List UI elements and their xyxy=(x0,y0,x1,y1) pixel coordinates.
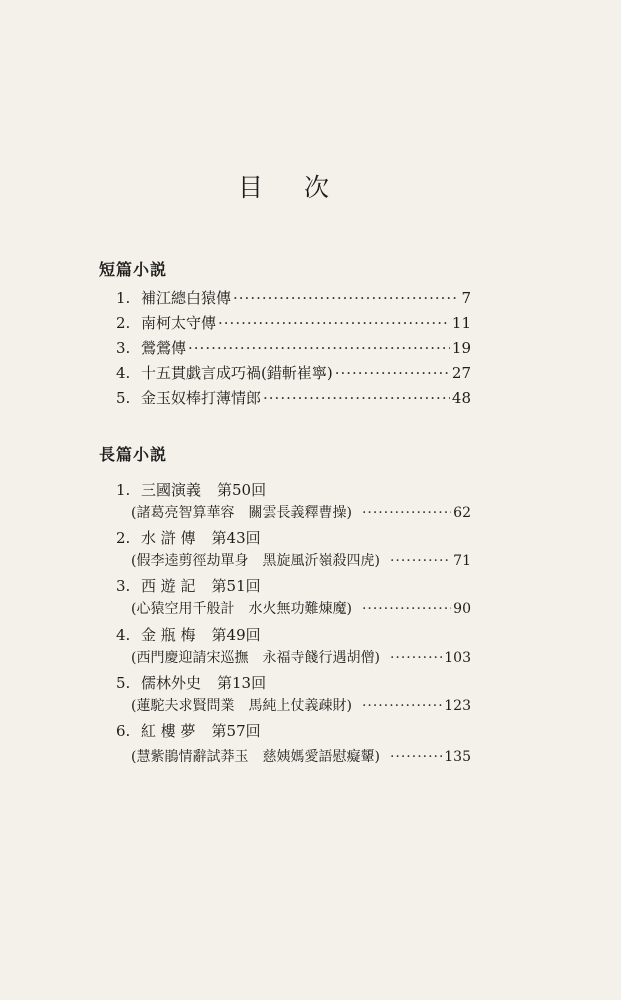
entry-page-number: 90 xyxy=(453,601,471,617)
toc-subentry-long-6[interactable] xyxy=(131,746,471,768)
entry-subtitle: (心猿空用千般計 水火無功難煉魔) xyxy=(131,601,352,617)
entry-title: 金 瓶 梅 xyxy=(141,626,196,644)
toc-subentry-long-1[interactable] xyxy=(131,502,471,524)
entry-chapter: 第49回 xyxy=(211,626,261,644)
entry-page-number: 103 xyxy=(444,650,471,666)
entry-number: 3. xyxy=(116,339,131,357)
entry-subtitle: (諸葛亮智算華容 關雲長義釋曹操) xyxy=(131,505,352,521)
entry-subtitle: (假李逵剪徑劫單身 黑旋風沂嶺殺四虎) xyxy=(131,553,380,569)
entry-chapter: 第50回 xyxy=(217,481,267,499)
entry-title: 十五貫戯言成巧禍(錯斬崔寧) xyxy=(141,364,333,382)
toc-entry-long-6[interactable] xyxy=(116,720,261,741)
entry-subtitle: (慧紫鵑情辭試莽玉 慈姨媽愛語慰癡顰) xyxy=(131,749,380,765)
dot-leader xyxy=(218,314,450,332)
toc-entry-short-3[interactable] xyxy=(116,337,471,359)
entry-number: 5. xyxy=(116,674,131,692)
dot-leader xyxy=(390,749,442,765)
toc-subentry-long-3[interactable] xyxy=(131,598,471,620)
dot-leader xyxy=(335,364,450,382)
entry-number: 4. xyxy=(116,626,131,644)
dot-leader xyxy=(390,553,451,569)
entry-number: 4. xyxy=(116,364,131,382)
entry-page-number: 123 xyxy=(444,698,471,714)
entry-number: 6. xyxy=(116,722,131,740)
toc-entry-long-2[interactable] xyxy=(116,527,261,548)
entry-page-number: 7 xyxy=(461,289,471,307)
dot-leader xyxy=(362,698,442,714)
page-title-char-2: 次 xyxy=(304,173,332,202)
dot-leader xyxy=(362,505,451,521)
entry-number: 1. xyxy=(116,481,131,499)
entry-title: 金玉奴棒打薄情郎 xyxy=(141,389,262,407)
entry-number: 5. xyxy=(116,389,131,407)
toc-entry-long-1[interactable] xyxy=(116,479,266,500)
toc-entry-long-3[interactable] xyxy=(116,575,261,596)
entry-number: 2. xyxy=(116,314,131,332)
toc-entry-short-1[interactable] xyxy=(116,287,471,309)
page-title-char-1: 目 xyxy=(238,173,266,202)
entry-chapter: 第51回 xyxy=(211,577,261,595)
entry-page-number: 62 xyxy=(453,505,471,521)
toc-subentry-long-5[interactable] xyxy=(131,695,471,717)
entry-title: 水 滸 傳 xyxy=(141,529,196,547)
dot-leader xyxy=(233,289,459,307)
toc-entry-short-2[interactable] xyxy=(116,312,471,334)
entry-subtitle: (蓮駝夫求賢問業 馬純上仗義疎財) xyxy=(131,698,352,714)
toc-entry-short-5[interactable] xyxy=(116,387,471,409)
entry-page-number: 135 xyxy=(444,749,471,765)
dot-leader xyxy=(263,389,450,407)
entry-chapter: 第13回 xyxy=(217,674,267,692)
entry-title: 儒林外史 xyxy=(141,674,202,692)
entry-chapter: 第43回 xyxy=(211,529,261,547)
entry-page-number: 48 xyxy=(451,389,471,407)
entry-title: 三國演義 xyxy=(141,481,202,499)
entry-page-number: 11 xyxy=(451,314,471,332)
entry-title: 鶯鶯傳 xyxy=(141,339,187,357)
entry-number: 2. xyxy=(116,529,131,547)
entry-title: 紅 樓 夢 xyxy=(141,722,196,740)
entry-page-number: 19 xyxy=(451,339,471,357)
long-novels-heading: 長篇小説 xyxy=(99,445,168,464)
toc-entry-short-4[interactable] xyxy=(116,362,471,384)
entry-number: 3. xyxy=(116,577,131,595)
entry-page-number: 71 xyxy=(453,553,471,569)
toc-subentry-long-4[interactable] xyxy=(131,647,471,669)
entry-title: 補江總白猿傳 xyxy=(141,289,232,307)
dot-leader xyxy=(362,601,451,617)
toc-entry-long-5[interactable] xyxy=(116,672,266,693)
toc-subentry-long-2[interactable] xyxy=(131,550,471,572)
dot-leader xyxy=(390,650,442,666)
entry-title: 西 遊 記 xyxy=(141,577,196,595)
entry-subtitle: (西門慶迎請宋巡撫 永福寺餞行遇胡僧) xyxy=(131,650,380,666)
entry-number: 1. xyxy=(116,289,131,307)
entry-title: 南柯太守傳 xyxy=(141,314,217,332)
toc-entry-long-4[interactable] xyxy=(116,624,261,645)
entry-page-number: 27 xyxy=(451,364,471,382)
short-stories-heading: 短篇小説 xyxy=(99,260,168,279)
entry-chapter: 第57回 xyxy=(211,722,261,740)
dot-leader xyxy=(188,339,450,357)
